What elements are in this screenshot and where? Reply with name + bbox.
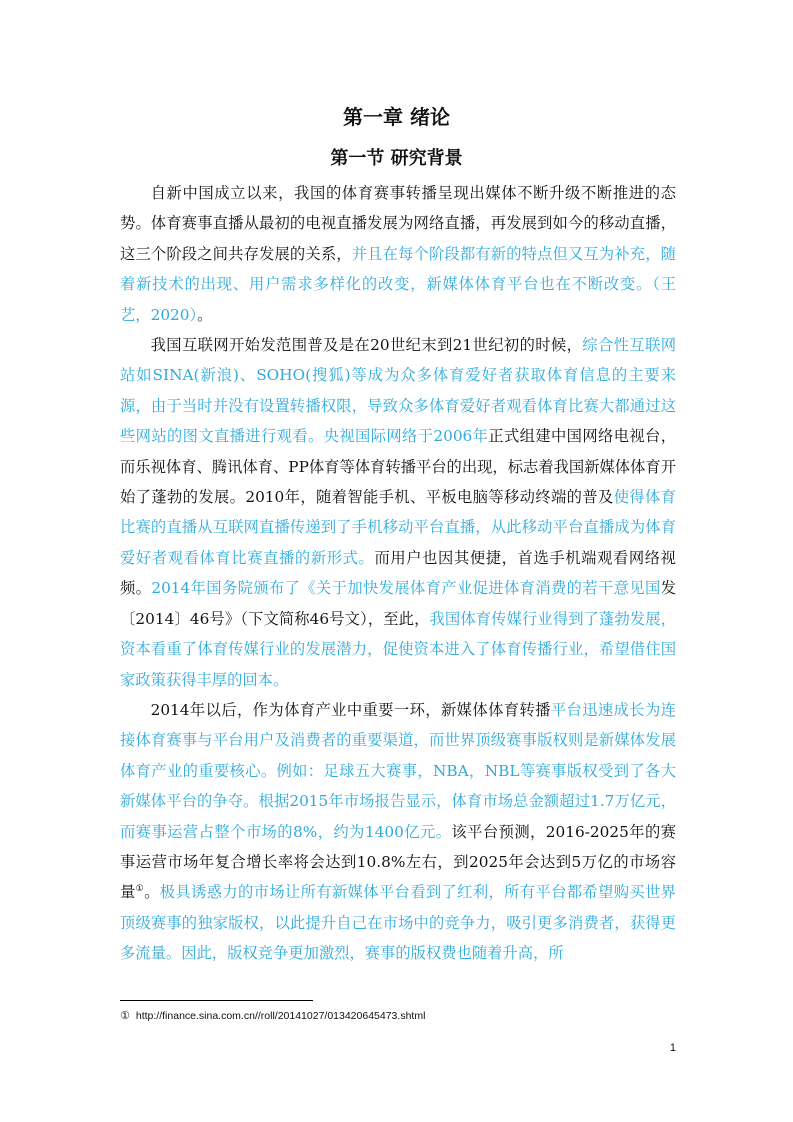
text-run: 。 (144, 883, 160, 902)
text-run: 2014年以后，作为体育产业中重要一环，新媒体体育转播 (150, 700, 551, 719)
paragraph-1 (120, 178, 676, 330)
highlighted-text: 使得体育比赛的直播从互联网直播传递到了手机移动平台直播，从此移动平台直播成为体育爱好者观看体育比赛直播的新形式。 (120, 488, 676, 567)
text-run: 自新中国成立以来，我国的体育赛事转播呈现出媒体不断升级不断推进的态势。体育赛事直播从最初的电视直播发展为网络直播，再发展到如今的移动直播，这三个阶段之间共存发展的关系， (120, 184, 676, 263)
text-run: 。 (197, 305, 213, 324)
text-run: 而用户也因其便捷，首选手机端观看网络视频。 (120, 548, 676, 598)
footnote (120, 1008, 676, 1024)
highlighted-text: 并且在每个阶段都有新的特点但又互为补充，随着新技术的出现、用户需求多样化的改变，新媒体体育平台也在不断改变。（王艺，2020） (120, 244, 676, 324)
text-run: 我国互联网开始发范围普及是在20世纪末到21世纪初的时候， (150, 336, 583, 355)
section-title: 第一节 研究背景 (330, 148, 463, 169)
text-run: 该平台预测，2016-2025年的赛事运营市场年复合增长率将会达到10.8%左右，到2025年会达到5万亿的市场容量 (120, 822, 676, 902)
footnote-divider (120, 1000, 313, 1001)
text-run: 正式组建中国网络电视台，而乐视体育、腾讯体育、PP体育等体育转播平台的出现，标志着我国新媒体体育开始了蓬勃的发展。2010年，随着智能手机、平板电脑等移动终端的普及 (120, 427, 676, 507)
footnote-reference[interactable]: ① (135, 884, 145, 895)
highlighted-text: 平台迅速成长为连接体育赛事与平台用户及消费者的重要渠道，而世界顶级赛事版权则是新媒体发展体育产业的重要核心。例如：足球五大赛事，NBA，NBL等赛事版权受到了各大新媒体平台的争夺。根据2015年市场报告显示，体育市场总金额超过1.7万亿元，而赛事运营占整个市场的8%，约为1400亿元。 (120, 700, 676, 841)
highlighted-text: 2014年国务院颁布了《关于加快发展体育产业促进体育消费的若干意见国 (151, 579, 661, 598)
footnote-mark: ① (120, 1009, 130, 1022)
page-number: 1 (669, 1042, 676, 1054)
paragraph-3 (120, 695, 676, 969)
body-text (120, 178, 676, 969)
text-run: 发〔2014〕46号》（下文简称46号文），至此， (120, 579, 676, 628)
footnote-link[interactable]: http://finance.sina.com.cn//roll/20141027/013420645473.shtml (135, 1010, 426, 1022)
paragraph-2 (120, 330, 676, 695)
highlighted-text: 综合性互联网站如SINA(新浪)、SOHO(搜狐)等成为众多体育爱好者获取体育信息的主要来源，由于当时并没有设置转播权限，导致众多体育爱好者观看体育比赛大都通过这些网站的图文直播进行观看。央视国际网络于2006年 (120, 336, 676, 446)
chapter-title: 第一章 绪论 (343, 105, 450, 129)
highlighted-text: 极具诱惑力的市场让所有新媒体平台看到了红利，所有平台都希望购买世界顶级赛事的独家版权，以此提升自己在市场中的竞争力，吸引更多消费者，获得更多流量。因此，版权竞争更加激烈，赛事的版权费也随着升高，所 (120, 883, 676, 963)
highlighted-text: 我国体育传媒行业得到了蓬勃发展，资本看重了体育传媒行业的发展潜力，促使资本进入了体育传播行业，希望借住国家政策获得丰厚的回本。 (120, 609, 676, 689)
